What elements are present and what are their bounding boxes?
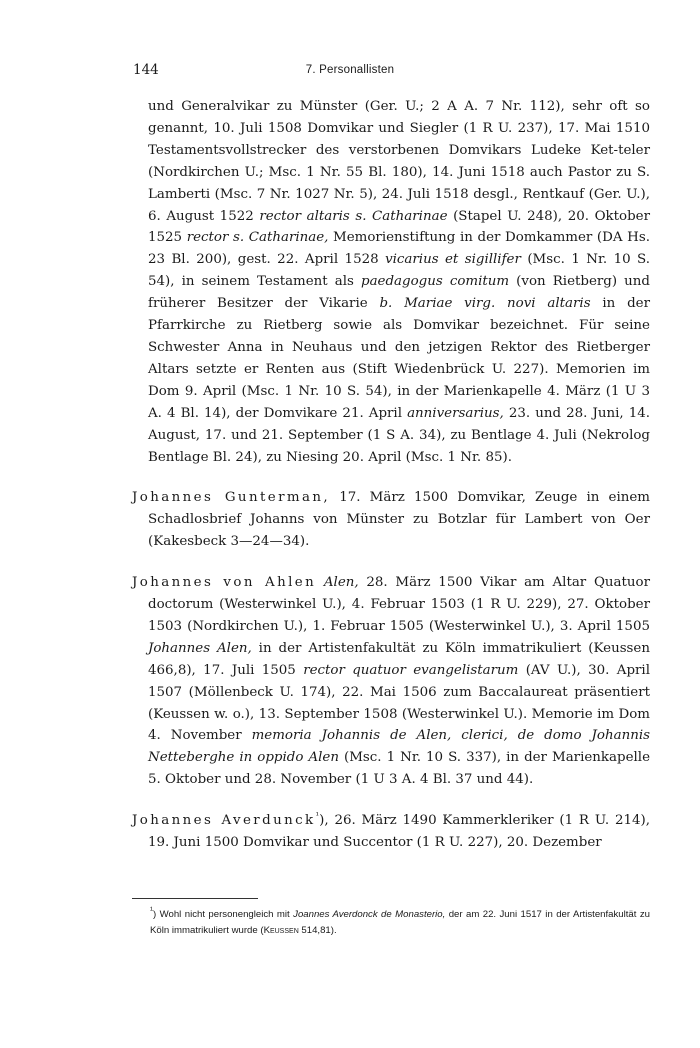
entry-averdunck: Johannes Averdunck$^{^1}$), 26. März 1490 Kammerkleriker (1 R U. 214), 19. Juni 1500 Domvikar und Succentor (1 R U. 227), 20. Dezember bbox=[132, 811, 650, 851]
body-text bbox=[132, 96, 650, 854]
entry-ahlen: Johannes von Ahlen Alen, 28. März 1500 Vikar am Altar Quatuor doctorum (Westerwinkel U.), 4. Februar 1503 (1 R U. 229), 27. Oktober 1503 (Nordkirchen U.), 1. Februar 1505 (Westerwinkel U.), 3. April 1505 Johannes Alen, in der Artistenfakultät zu Köln immatrikuliert (Keussen 466,8), 17. Juli 1505 rector quatuor evangelistarum (AV U.), 30. April 1507 (Möllenbeck U. 174), 22. Mai 1506 zum Baccalaureat präsentiert (Keussen w. o.), 13. September 1508 (Westerwinkel U.). Memorie im Dom 4. November memoria Johannis de Alen, clerici, de domo Johannis Netteberghe in oppido Alen (Msc. 1 Nr. 10 S. 337), in der Marienkapelle 5. Oktober und 28. November (1 U 3 A. 4 Bl. 37 und 44). bbox=[132, 575, 651, 788]
footnote-marker: ¹ bbox=[315, 811, 320, 822]
footnote: $^{^1}$) Wohl nicht personengleich mit Joannes Averdonck de Monasterio, der am 22. Juni 1517 in der Artistenfakultät zu Köln immatrikuliert wurde (Keussen 514,81). bbox=[150, 904, 650, 936]
entry-gunterman: Johannes Gunterman, 17. März 1500 Domvikar, Zeuge in einem Schadlosbrief Johanns von Münster zu Botzlar für Lambert von Oer (Kakesbeck 3—24—34). bbox=[132, 490, 651, 550]
entry-name: Johannes Averdunck bbox=[132, 813, 316, 829]
page-number: 144 bbox=[133, 62, 159, 78]
footnote-rule bbox=[132, 898, 258, 899]
entry-name: Johannes von Ahlen bbox=[132, 575, 317, 591]
entry-continuation: und Generalvikar zu Münster (Ger. U.; 2 A A. 7 Nr. 112), sehr oft so genannt, 10. Juli 1508 Domvikar und Siegler (1 R U. 237), 17. Mai 1510 Testamentsvollstrecker des verstorbenen Domvikars Ludeke Ket-teler (Nordkirchen U.; Msc. 1 Nr. 55 Bl. 180), 14. Juni 1518 auch Pastor zu S. Lamberti (Msc. 7 Nr. 1027 Nr. 5), 24. Juli 1518 desgl., Rentkauf (Ger. U.), 6. August 1522 rector altaris s. Catharinae (Stapel U. 248), 20. Oktober 1525 rector s. Catharinae, Memorienstiftung in der Domkammer (DA Hs. 23 Bl. 200), gest. 22. April 1528 vicarius et sigillifer (Msc. 1 Nr. 10 S. 54), in seinem Testament als paedagogus comitum (von Rietberg) und früherer Besitzer der Vikarie b. Mariae virg. novi altaris in der Pfarrkirche zu Rietberg sowie als Domvikar bezeichnet. Für seine Schwester Anna in Neuhaus und den jetzigen Rektor des Rietberger Altars setzte er Renten aus (Stift Wiedenbrück U. 227). Memorien im Dom 9. April (Msc. 1 Nr. 10 S. 54), in der Marienkapelle 4. März (1 U 3 A. 4 Bl. 14), der Domvikare 21. April anniversarius, 23. und 28. Juni, 14. August, 17. und 21. September (1 S A. 34), zu Bentlage 4. Juli (Nekrolog Bentlage Bl. 24), zu Niesing 20. April (Msc. 1 Nr. 85). bbox=[148, 99, 651, 465]
running-head: 7. Personallisten bbox=[305, 64, 395, 76]
page-header bbox=[0, 62, 700, 82]
entry-name: Johannes Gunterman, bbox=[132, 490, 331, 506]
footnote-number: ¹ bbox=[150, 904, 153, 915]
